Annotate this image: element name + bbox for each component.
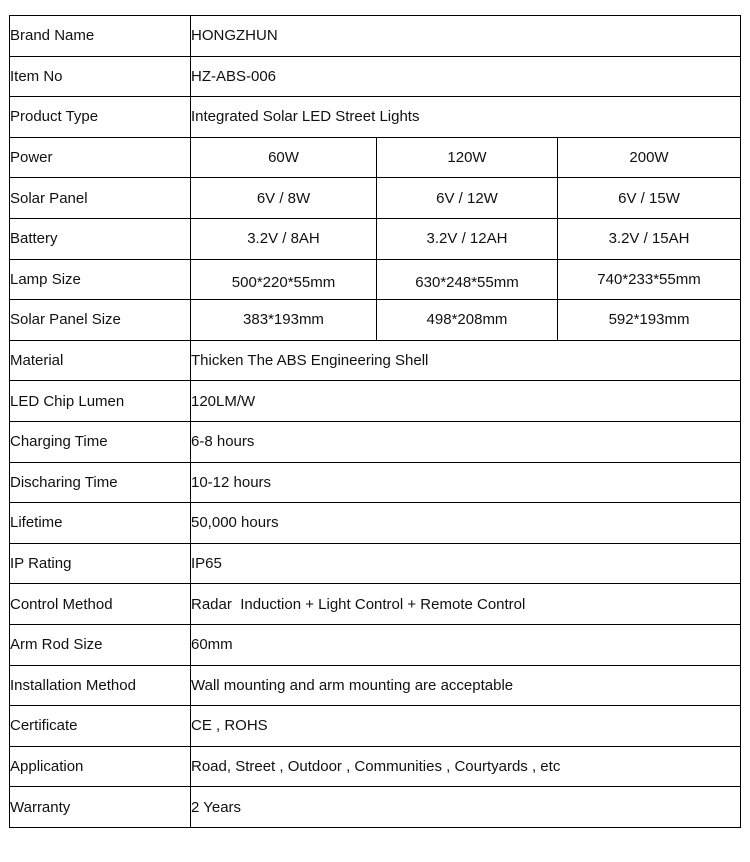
row-value: Integrated Solar LED Street Lights [191, 97, 741, 138]
row-label: Warranty [10, 787, 191, 828]
row-label: Solar Panel Size [10, 300, 191, 341]
row-value: 50,000 hours [191, 503, 741, 544]
row-label: Certificate [10, 706, 191, 747]
cell-120w: 630*248*55mm [377, 259, 558, 300]
cell-60w: 500*220*55mm [191, 259, 377, 300]
row-label: Application [10, 746, 191, 787]
cell-120w: 120W [377, 137, 558, 178]
row-label: Material [10, 340, 191, 381]
row-value: HONGZHUN [191, 16, 741, 57]
row-label: Lamp Size [10, 259, 191, 300]
cell-60w: 6V / 8W [191, 178, 377, 219]
row-value: HZ-ABS-006 [191, 56, 741, 97]
spec-table [9, 15, 741, 828]
table-row [10, 746, 741, 787]
table-row [10, 16, 741, 57]
table-row [10, 706, 741, 747]
row-label: Battery [10, 218, 191, 259]
table-row [10, 218, 741, 259]
row-label: Power [10, 137, 191, 178]
row-label: Item No [10, 56, 191, 97]
cell-200w: 3.2V / 15AH [558, 218, 741, 259]
table-row [10, 381, 741, 422]
row-label: Installation Method [10, 665, 191, 706]
row-value: IP65 [191, 543, 741, 584]
row-value: 60mm [191, 624, 741, 665]
row-label: LED Chip Lumen [10, 381, 191, 422]
row-value: Road, Street , Outdoor , Communities , Courtyards , etc [191, 746, 741, 787]
row-value: Wall mounting and arm mounting are acceptable [191, 665, 741, 706]
row-label: Product Type [10, 97, 191, 138]
row-label: Discharing Time [10, 462, 191, 503]
table-row [10, 178, 741, 219]
table-row [10, 787, 741, 828]
cell-120w: 6V / 12W [377, 178, 558, 219]
row-label: Lifetime [10, 503, 191, 544]
table-row [10, 300, 741, 341]
cell-60w: 383*193mm [191, 300, 377, 341]
row-label: Control Method [10, 584, 191, 625]
cell-200w: 592*193mm [558, 300, 741, 341]
cell-200w: 6V / 15W [558, 178, 741, 219]
table-row [10, 584, 741, 625]
row-label: Solar Panel [10, 178, 191, 219]
row-label: Charging Time [10, 421, 191, 462]
row-label: IP Rating [10, 543, 191, 584]
row-value: 6-8 hours [191, 421, 741, 462]
table-row [10, 340, 741, 381]
cell-200w: 740*233*55mm [558, 259, 741, 300]
row-value: CE , ROHS [191, 706, 741, 747]
row-value: Thicken The ABS Engineering Shell [191, 340, 741, 381]
row-label: Brand Name [10, 16, 191, 57]
table-row [10, 665, 741, 706]
cell-60w: 60W [191, 137, 377, 178]
table-row [10, 503, 741, 544]
row-value: 10-12 hours [191, 462, 741, 503]
table-row [10, 462, 741, 503]
table-row [10, 56, 741, 97]
table-row [10, 624, 741, 665]
cell-120w: 3.2V / 12AH [377, 218, 558, 259]
table-row [10, 543, 741, 584]
row-label: Arm Rod Size [10, 624, 191, 665]
table-row [10, 137, 741, 178]
cell-60w: 3.2V / 8AH [191, 218, 377, 259]
row-value: Radar Induction + Light Control + Remote Control [191, 584, 741, 625]
row-value: 120LM/W [191, 381, 741, 422]
table-row [10, 97, 741, 138]
cell-200w: 200W [558, 137, 741, 178]
cell-120w: 498*208mm [377, 300, 558, 341]
table-row [10, 421, 741, 462]
row-value: 2 Years [191, 787, 741, 828]
table-row [10, 259, 741, 300]
